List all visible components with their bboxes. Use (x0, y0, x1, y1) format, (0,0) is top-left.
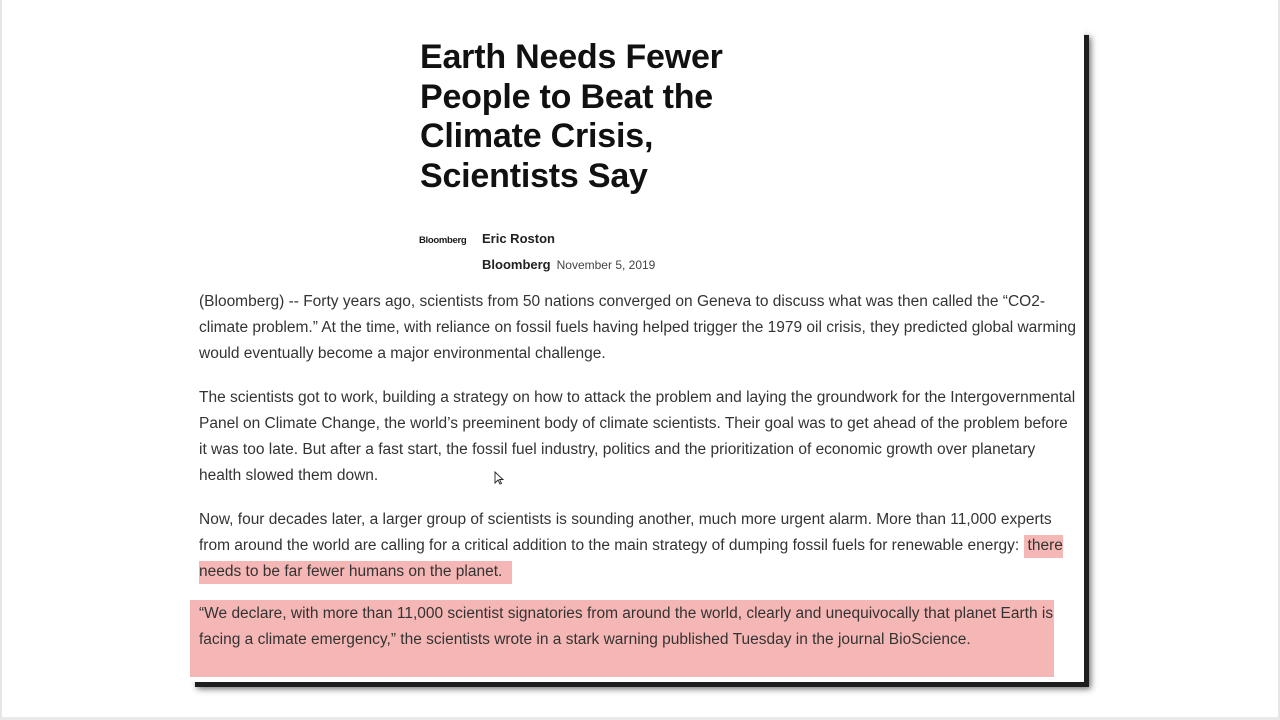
highlighted-quote: “We declare, with more than 11,000 scientist signatories from around the world, clearly and unequivocally that planet Earth is facing a climate emergency,” the scientists wrote in a stark warning published Tuesday in the journal BioScience. (199, 605, 1054, 648)
byline-source (482, 257, 655, 272)
article-headline: Earth Needs Fewer People to Beat the Climate Crisis, Scientists Say (420, 38, 723, 195)
paragraph-1: (Bloomberg) -- Forty years ago, scientists from 50 nations converged on Geneva to discuss what was then called the “CO2-climate problem.” At the time, with reliance on fossil fuels having helped trigger the 1979 oil crisis, they predicted global warming would eventually become a major environmental challenge. (199, 293, 1077, 362)
highlighted-phrase: there needs to be far fewer humans on the planet. (199, 535, 1063, 584)
paragraph-2: The scientists got to work, building a strategy on how to attack the problem and laying the groundwork for the Intergovernmental Panel on Climate Change, the world’s preeminent body of climate scientists. Their goal was to get ahead of the problem before it was too late. But after a fast start, the fossil fuel industry, politics and the prioritization of economic growth over planetary health slowed them down. (199, 389, 1076, 484)
author-name[interactable]: Eric Roston (482, 231, 555, 246)
article-card (190, 30, 1084, 682)
paragraph-3-text: Now, four decades later, a larger group of scientists is sounding another, much more urgent alarm. More than 11,000 experts from around the world are calling for a critical addition to the main strategy of dumping fossil fuels for renewable energy: (199, 511, 1052, 554)
left-frame-border (0, 0, 2, 720)
bloomberg-logo: Bloomberg (419, 235, 467, 246)
mouse-cursor-icon (494, 471, 504, 485)
publish-date: November 5, 2019 (556, 258, 656, 272)
paragraph-3 (199, 507, 1079, 585)
outlet-name[interactable]: Bloomberg (482, 257, 551, 272)
